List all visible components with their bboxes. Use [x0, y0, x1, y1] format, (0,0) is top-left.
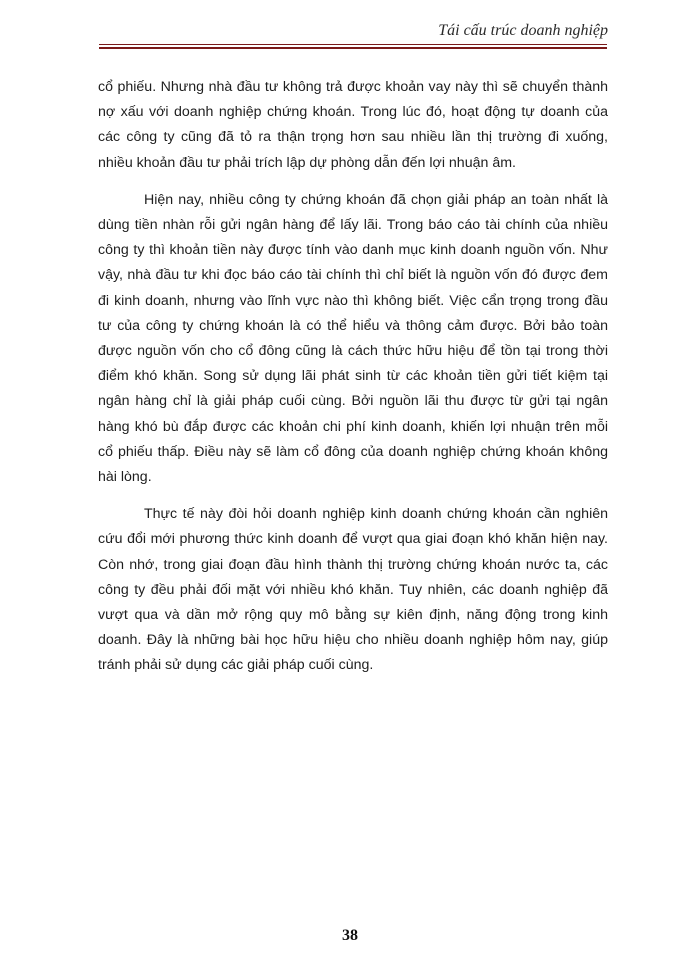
- page-number: 38: [342, 927, 358, 944]
- paragraph: Thực tế này đòi hỏi doanh nghiệp kinh doanh chứng khoán cần nghiên cứu đổi mới phương thức kinh doanh để vượt qua giai đoạn khó khăn hiện nay. Còn nhớ, trong giai đoạn đầu hình thành thị trường chứng khoán nước ta, các công ty đều phải đối mặt với nhiều khó khăn. Tuy nhiên, các doanh nghiệp đã vượt qua và dần mở rộng quy mô bằng sự kiên định, năng động trong kinh doanh. Đây là những bài học hữu hiệu cho nhiều doanh nghiệp hôm nay, giúp tránh phải sử dụng các giải pháp cuối cùng.: [98, 506, 608, 674]
- body-text: [98, 75, 608, 691]
- paragraph-continuation: cổ phiếu. Nhưng nhà đầu tư không trả được khoản vay này thì sẽ chuyển thành nợ xấu với doanh nghiệp chứng khoán. Trong lúc đó, hoạt động tự doanh của các công ty cũng đã tỏ ra thận trọng hơn sau nhiều lần thị trường đi xuống, nhiều khoản đầu tư phải trích lập dự phòng dẫn đến lợi nhuận âm.: [98, 79, 608, 171]
- header-double-rule: [99, 44, 607, 49]
- paragraph: Hiện nay, nhiều công ty chứng khoán đã chọn giải pháp an toàn nhất là dùng tiền nhàn rỗi gửi ngân hàng để lấy lãi. Trong báo cáo tài chính của nhiều công ty thì khoản tiền này được tính vào danh mục kinh doanh nguồn vốn. Như vậy, nhà đầu tư khi đọc báo cáo tài chính thì chỉ biết là nguồn vốn đó được đem đi kinh doanh, nhưng vào lĩnh vực nào thì không biết. Việc cẩn trọng trong đầu tư của công ty chứng khoán là có thể hiểu và thông cảm được. Bởi bảo toàn được nguồn vốn cho cổ đông cũng là cách thức hữu hiệu để tồn tại trong thời điểm khó khăn. Song sử dụng lãi phát sinh từ các khoản tiền gửi tiết kiệm tại ngân hàng chỉ là giải pháp cuối cùng. Bởi nguồn lãi thu được từ gửi tại ngân hàng khó bù đắp được các khoản chi phí kinh doanh, khiến lợi nhuận trên mỗi cổ phiếu thấp. Điều này sẽ làm cổ đông của doanh nghiệp chứng khoán không hài lòng.: [98, 191, 608, 486]
- running-header-title: Tái cấu trúc doanh nghiệp: [438, 22, 608, 39]
